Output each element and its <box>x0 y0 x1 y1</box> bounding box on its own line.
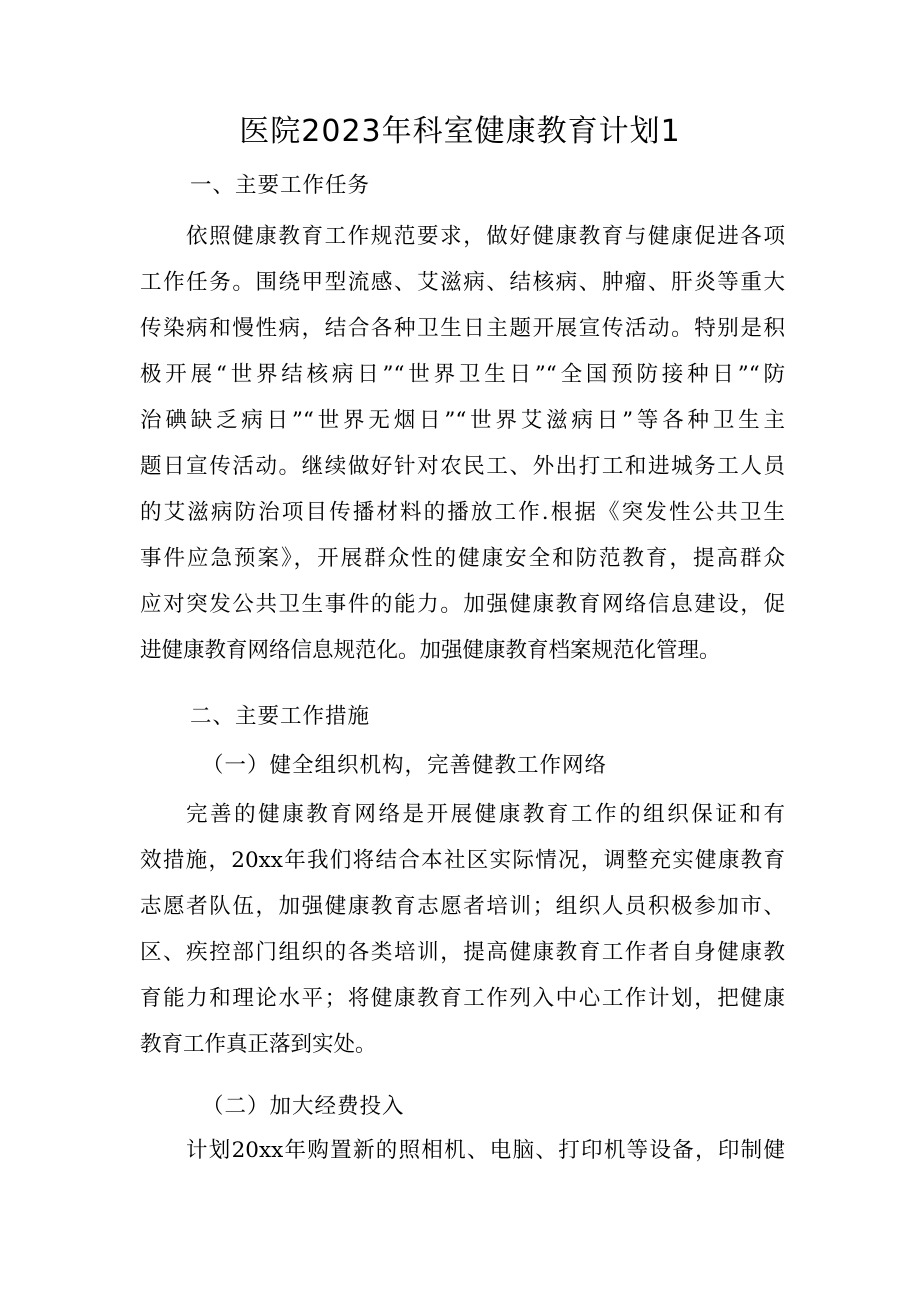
paragraph-line: 完善的健康教育网络是开展健康教育工作的组织保证和有 <box>186 802 785 827</box>
paragraph-line: 效措施，20xx年我们将结合本社区实际情况，调整充实健康教育 <box>140 848 785 873</box>
paragraph-line: 教育工作真正落到实处。 <box>140 1032 377 1057</box>
paragraph-line: 的艾滋病防治项目传播材料的播放工作.根据《突发性公共卫生 <box>140 500 785 525</box>
paragraph-line: 应对突发公共卫生事件的能力。加强健康教育网络信息建设，促 <box>140 592 785 617</box>
paragraph-line: 题日宣传活动。继续做好针对农民工、外出打工和进城务工人员 <box>140 454 785 479</box>
paragraph-line: 育能力和理论水平；将健康教育工作列入中心工作计划，把健康 <box>140 986 785 1011</box>
subsection-2-paragraph <box>140 1128 785 1174</box>
section-heading-1: 一、主要工作任务 <box>190 173 371 198</box>
paragraph-line: 计划20xx年购置新的照相机、电脑、打印机等设备，印制健 <box>186 1138 785 1163</box>
paragraph-line: 事件应急预案》，开展群众性的健康安全和防范教育，提高群众 <box>140 546 785 571</box>
paragraph-line: 传染病和慢性病，结合各种卫生日主题开展宣传活动。特别是积 <box>140 316 785 341</box>
paragraph-line: 工作任务。围绕甲型流感、艾滋病、结核病、肿瘤、肝炎等重大 <box>140 270 785 295</box>
paragraph-line: 志愿者队伍，加强健康教育志愿者培训；组织人员积极参加市、 <box>140 894 785 919</box>
paragraph-line: 极开展“世界结核病日”“世界卫生日”“全国预防接种日”“防 <box>140 362 785 387</box>
paragraph-line: 进健康教育网络信息规范化。加强健康教育档案规范化管理。 <box>140 638 721 663</box>
section-1-paragraph <box>140 214 785 674</box>
subsection-heading-1: （一）健全组织机构，完善健教工作网络 <box>202 753 608 778</box>
subsection-heading-2: （二）加大经费投入 <box>202 1094 405 1119</box>
paragraph-line: 区、疾控部门组织的各类培训，提高健康教育工作者自身健康教 <box>140 940 785 965</box>
section-heading-2: 二、主要工作措施 <box>190 704 371 729</box>
paragraph-line: 治碘缺乏病日”“世界无烟日”“世界艾滋病日”等各种卫生主 <box>140 408 785 433</box>
paragraph-line: 依照健康教育工作规范要求，做好健康教育与健康促进各项 <box>186 224 785 249</box>
document-title: 医院2023年科室健康教育计划1 <box>239 114 681 149</box>
subsection-1-paragraph <box>140 792 785 1068</box>
